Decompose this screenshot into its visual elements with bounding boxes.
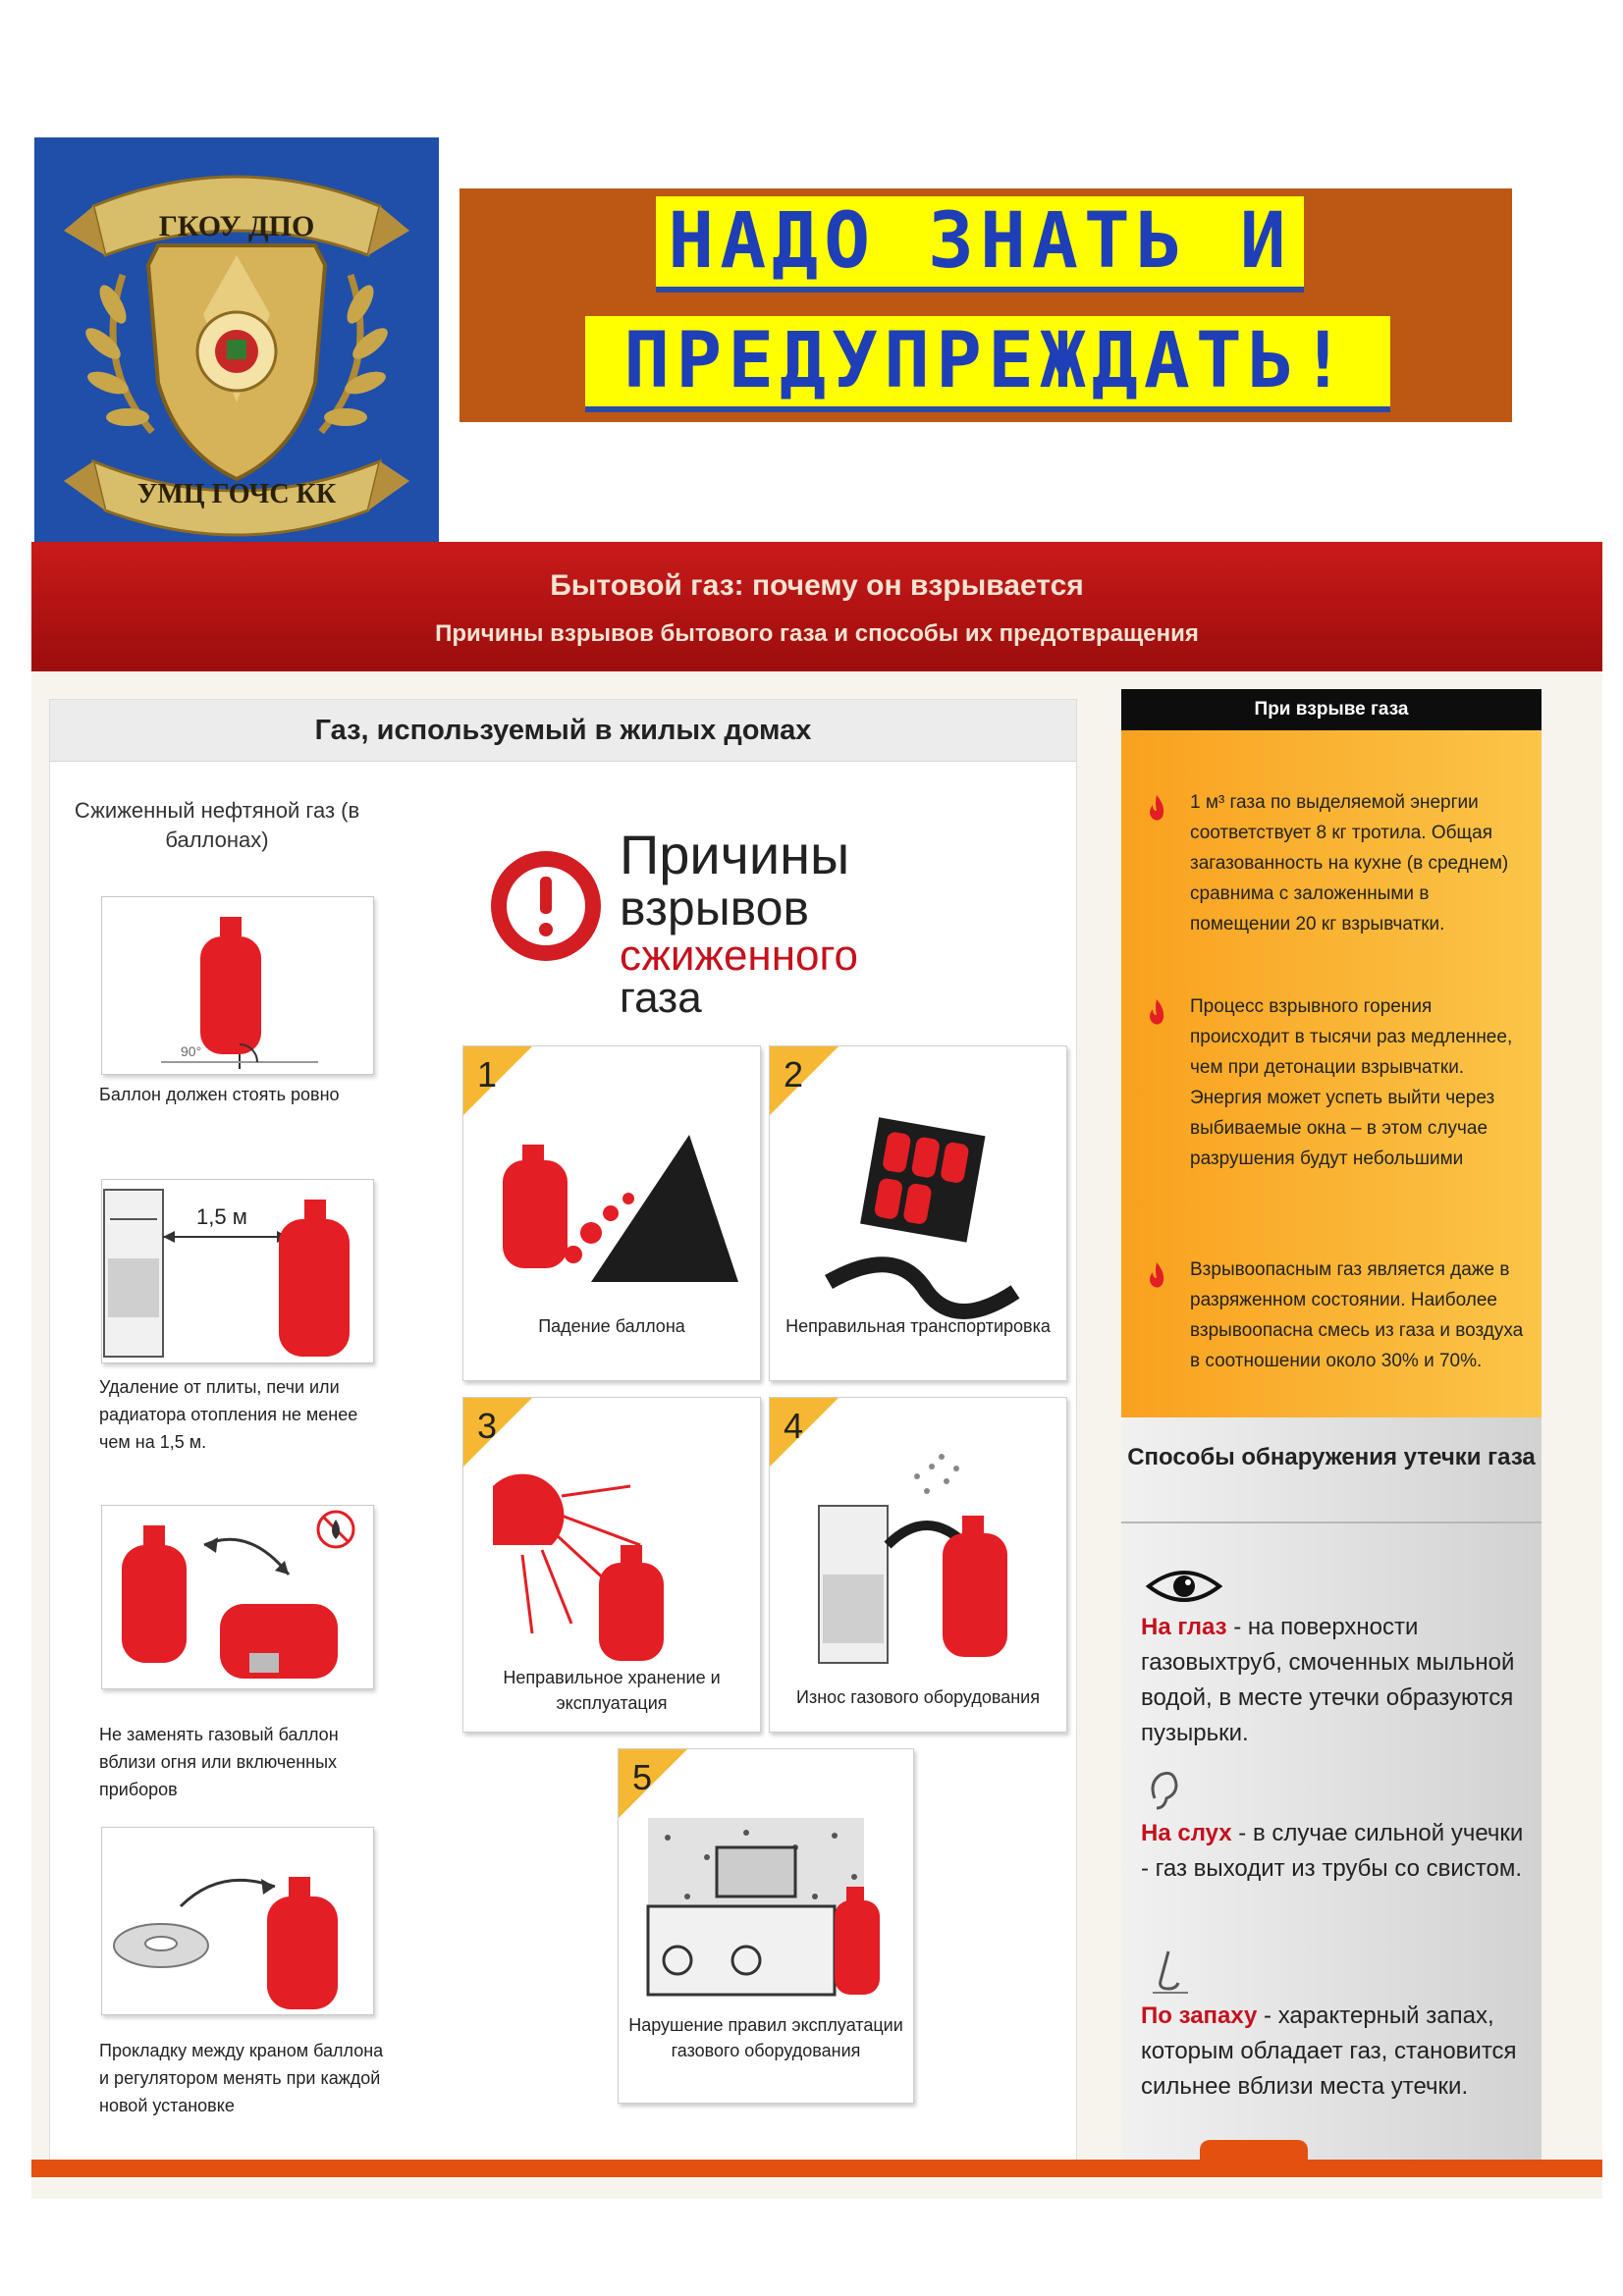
nose-icon (1145, 1948, 1194, 1997)
cause-panel-5 (618, 1748, 914, 2104)
causes-title-4: газа (620, 974, 702, 1022)
headline-line-1: НАДО ЗНАТЬ И (656, 196, 1304, 293)
eye-icon (1145, 1565, 1223, 1608)
causes-title-1: Причины (620, 824, 850, 885)
rule-card-swap (101, 1505, 374, 1689)
causes-title-2: взрывов (620, 881, 810, 935)
detection-by-smell (1141, 1999, 1529, 2105)
flame-icon (1145, 997, 1168, 1027)
explosion-facts-panel (1121, 689, 1542, 2162)
detection-text: - на поверхности газовыхтруб, смоченных мыльной водой, в месте утечки образуются пузырьки. (1141, 1614, 1515, 1746)
rule-card-gasket (101, 1827, 374, 2015)
cause-panel-4 (769, 1397, 1067, 1733)
detection-text: - в случае сильной учечки - газ выходит из трубы со свистом. (1141, 1820, 1524, 1882)
explosion-fact: Взрывоопасным газ является даже в разряженном состоянии. Наиболее взрывоопасна смесь из газа и воздуха в соотношении около 30% и 70%. (1190, 1259, 1524, 1371)
poster-bottom-bar (31, 2160, 1602, 2177)
explosion-facts-box (1121, 730, 1542, 1417)
poster (31, 542, 1602, 2199)
explosion-facts-header: При взрыве газа (1121, 689, 1542, 730)
detection-by-sight (1141, 1610, 1529, 1751)
headline-banner (460, 188, 1512, 422)
detection-text: - характерный запах, которым обладает газ, становится сильнее вблизи места утечки. (1141, 2002, 1517, 2100)
headline-line-2: ПРЕДУПРЕЖДАТЬ! (585, 316, 1390, 412)
logo (34, 137, 439, 556)
cause-number: 2 (784, 1054, 804, 1095)
distance-label: 1,5 м (196, 1204, 247, 1229)
rule-caption: Прокладку между краном баллона и регулятором менять при каждой новой установке (99, 2041, 384, 2115)
ear-icon (1145, 1769, 1180, 1812)
cause-caption: Падение баллона (538, 1316, 685, 1336)
cause-caption: Неправильное хранение и эксплуатация (503, 1668, 721, 1713)
warning-icon (487, 847, 605, 965)
angle-label: 90° (181, 1043, 202, 1059)
poster-title: Бытовой газ: почему он взрывается (550, 569, 1084, 602)
detection-by-sound (1141, 1816, 1529, 1887)
cause-number: 3 (477, 1406, 498, 1446)
lpg-column-title: Сжиженный нефтяной газ (в баллонах) (74, 798, 360, 852)
detection-label: По запаху (1141, 2002, 1258, 2029)
cause-caption: Износ газового оборудования (796, 1687, 1040, 1707)
poster-subtitle: Причины взрывов бытового газа и способы их предотвращения (435, 620, 1199, 647)
cause-number: 1 (477, 1054, 498, 1095)
causes-title-3: сжиженного (620, 932, 859, 980)
gas-cylinder-level-icon (102, 897, 373, 1074)
leak-detection-title: Способы обнаружения утечки газа (1127, 1444, 1536, 1470)
flame-icon (1145, 793, 1168, 823)
gas-usage-header: Газ, используемый в жилых домах (50, 700, 1076, 762)
emblem-icon (34, 137, 439, 556)
cause-panel-3 (462, 1397, 761, 1733)
cause-number: 5 (632, 1757, 653, 1797)
explosion-fact: Процесс взрывного горения происходит в тысячи раз медленнее, чем при детонации взрывчатки. Энергия может успеть выйти через выбиваемые окна – в этом случае разрушения будут небольшими (1190, 996, 1513, 1169)
logo-top-text: ГКОУ ДПО (158, 210, 315, 242)
cylinder-swap-icon (102, 1506, 373, 1688)
rule-card-level (101, 896, 374, 1075)
detection-label: На глаз (1141, 1614, 1227, 1640)
bottom-tab (1200, 2140, 1308, 2162)
explosion-fact: 1 м³ газа по выделяемой энергии соответствует 8 кг тротила. Общая загазованность на кухне (в среднем) сравнима с заложенными в помещении 20 кг взрывчатки. (1190, 792, 1509, 934)
leak-detection-box (1121, 1417, 1542, 2162)
detection-label: На слух (1141, 1820, 1232, 1846)
cylinder-distance-icon (102, 1180, 373, 1362)
cause-panel-1 (462, 1045, 761, 1381)
gas-usage-panel (49, 699, 1077, 2162)
rule-caption: Не заменять газовый баллон вблизи огня или включенных приборов (99, 1725, 339, 1799)
cause-caption: Нарушение правил эксплуатации газового оборудования (628, 2015, 903, 2060)
gasket-replace-icon (102, 1828, 373, 2014)
cause-panel-2 (769, 1045, 1067, 1381)
cause-number: 4 (784, 1406, 804, 1446)
poster-header (31, 542, 1602, 671)
flame-icon (1145, 1260, 1168, 1290)
cause-caption: Неправильная транспортировка (785, 1316, 1051, 1336)
rule-caption: Баллон должен стоять ровно (99, 1085, 340, 1104)
logo-bottom-text: УМЦ ГОЧС КК (136, 479, 337, 509)
equipment-wear-icon (770, 1398, 1066, 1732)
rule-caption: Удаление от плиты, печи или радиатора отопления не менее чем на 1,5 м. (99, 1377, 358, 1452)
rule-card-distance (101, 1179, 374, 1363)
divider (1121, 1522, 1542, 1523)
